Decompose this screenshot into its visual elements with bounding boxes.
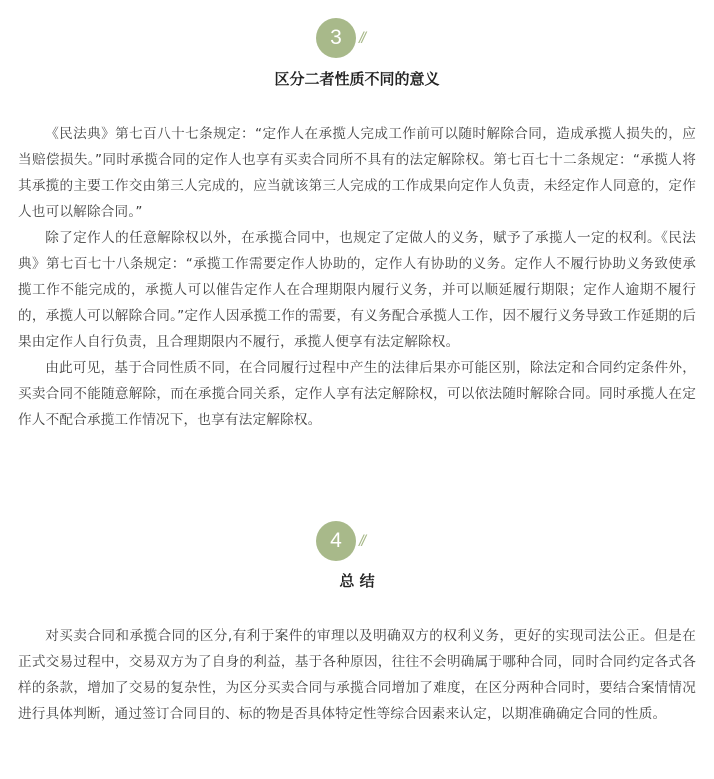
section-3-number-badge [0, 18, 714, 58]
paragraph: 除了定作人的任意解除权以外，在承揽合同中，也规定了定做人的义务，赋予了承揽人一定的权利。《民法典》第七百七十八条规定：“承揽工作需要定作人协助的，定作人有协助的义务。定作人不履行协助义务致使承揽工作不能完成的，承揽人可以催告定作人在合理期限内履行义务，并可以顺延履行期限；定作人逾期不履行的，承揽人可以解除合同。”定作人因承揽工作的需要，有义务配合承揽人工作，因不履行义务导致工作延期的后果由定作人自行负责，且合理期限内不履行，承揽人便享有法定解除权。 [18, 230, 696, 350]
section-4-number-badge [0, 521, 714, 561]
section-4-heading: 总 结 [339, 572, 375, 590]
section-3-body [18, 121, 696, 433]
paragraph: 由此可见，基于合同性质不同，在合同履行过程中产生的法律后果亦可能区别，除法定和合同约定条件外，买卖合同不能随意解除，而在承揽合同关系，定作人享有法定解除权，可以依法随时解除合同。同时承揽人在定作人不配合承揽工作情况下，也享有法定解除权。 [18, 360, 696, 428]
section-number-circle: 4 [316, 521, 356, 561]
paragraph: 《民法典》第七百八十七条规定：“定作人在承揽人完成工作前可以随时解除合同，造成承揽人损失的，应当赔偿损失。”同时承揽合同的定作人也享有买卖合同所不具有的法定解除权。第七百七十二条规定：“承揽人将其承揽的主要工作交由第三人完成的，应当就该第三人完成的工作成果向定作人负责，未经定作人同意的，定作人也可以解除合同。” [18, 126, 696, 220]
double-slash-decoration: // [359, 30, 364, 47]
double-slash-decoration: // [359, 533, 364, 550]
paragraph: 对买卖合同和承揽合同的区分,有利于案件的审理以及明确双方的权利义务，更好的实现司法公正。但是在正式交易过程中，交易双方为了自身的利益，基于各种原因，往往不会明确属于哪种合同，同时合同约定各式各样的条款，增加了交易的复杂性，为区分买卖合同与承揽合同增加了难度，在区分两种合同时，要结合案情情况进行具体判断，通过签订合同目的、标的物是否具体特定性等综合因素来认定，以期准确确定合同的性质。 [18, 628, 696, 722]
section-3-heading: 区分二者性质不同的意义 [274, 70, 440, 88]
section-4-body [18, 623, 696, 727]
section-number-circle: 3 [316, 18, 356, 58]
